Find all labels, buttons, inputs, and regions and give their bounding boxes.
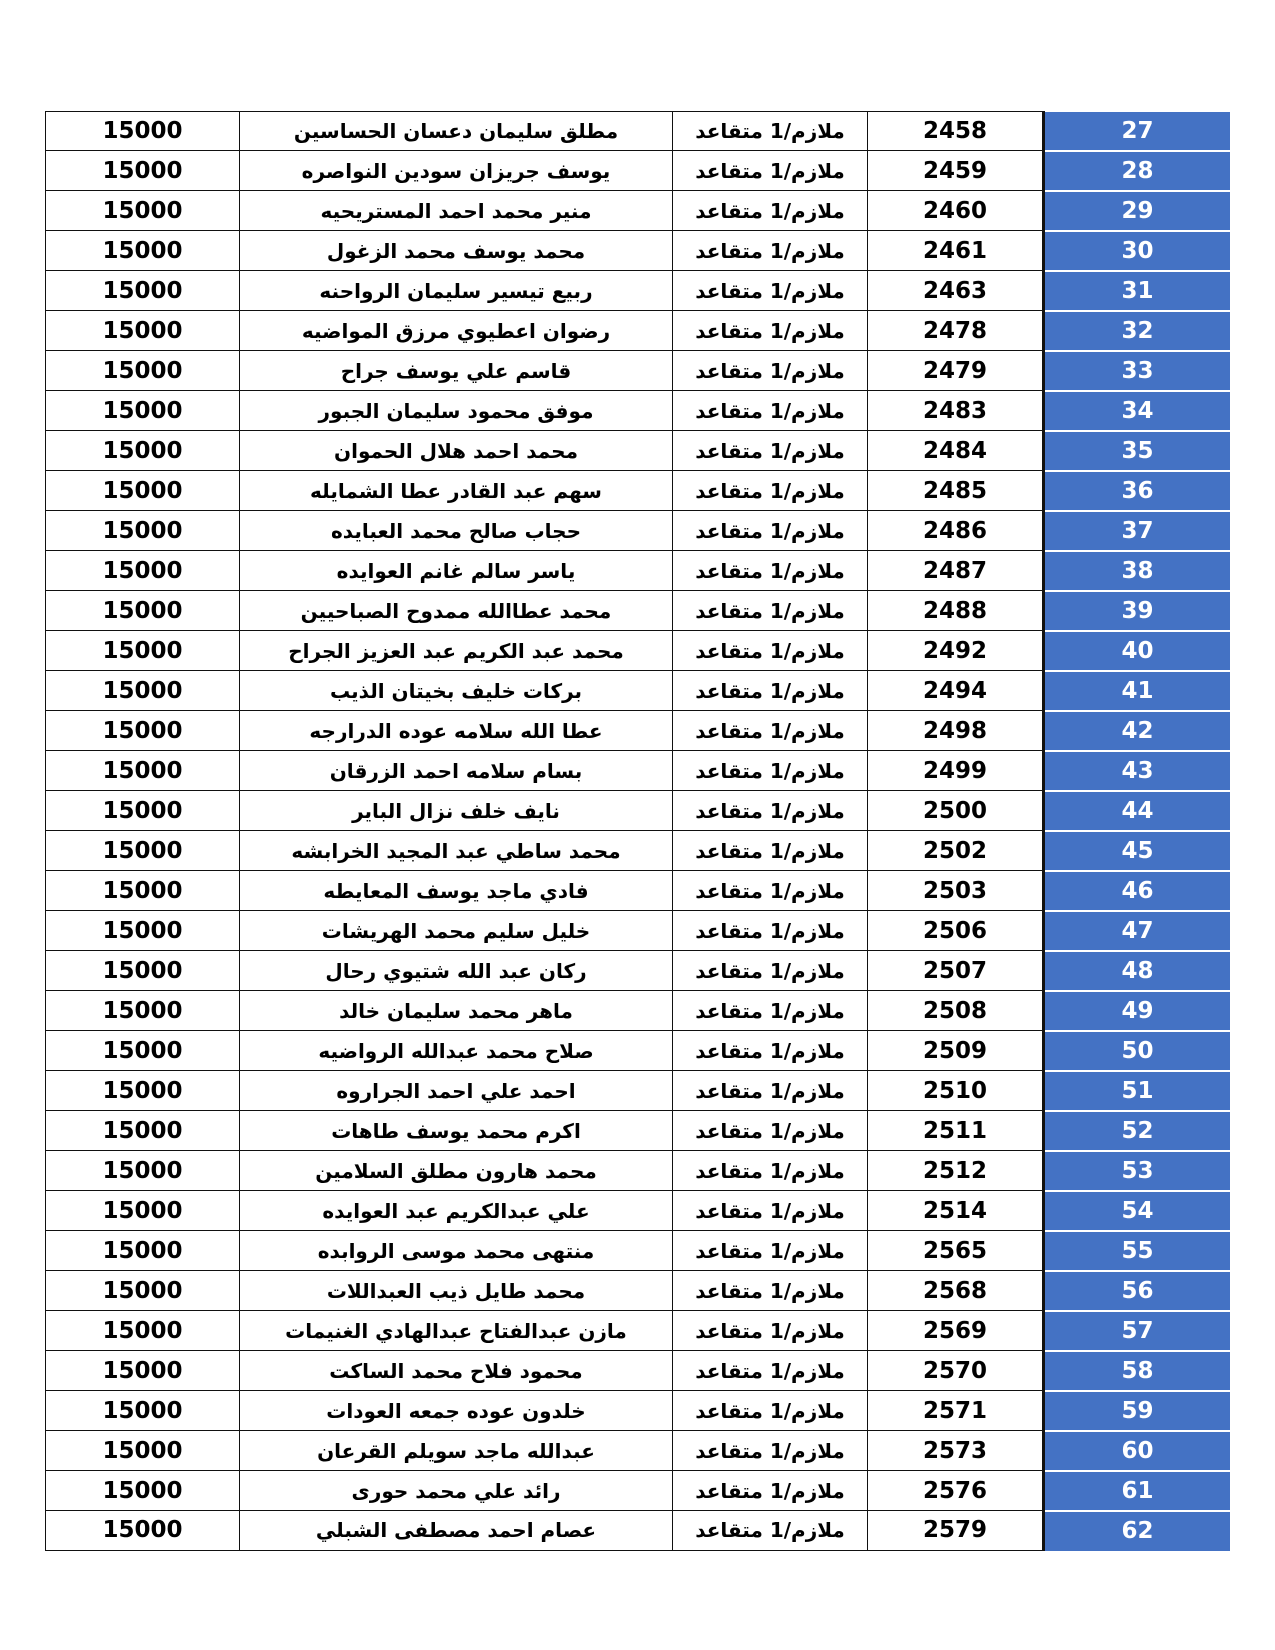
rank-cell: ملازم/1 متقاعد xyxy=(673,1071,868,1111)
amount-cell: 15000 xyxy=(46,1231,240,1271)
rank-cell: ملازم/1 متقاعد xyxy=(673,751,868,791)
name-cell: اكرم محمد يوسف طاهات xyxy=(240,1111,673,1151)
id-cell: 2514 xyxy=(868,1191,1044,1231)
table-row xyxy=(46,671,1231,711)
amount-cell: 15000 xyxy=(46,191,240,231)
amount-cell: 15000 xyxy=(46,1391,240,1431)
seq-cell: 44 xyxy=(1044,791,1231,831)
amount-cell: 15000 xyxy=(46,351,240,391)
table-row xyxy=(46,631,1231,671)
id-cell: 2565 xyxy=(868,1231,1044,1271)
id-cell: 2463 xyxy=(868,271,1044,311)
id-cell: 2576 xyxy=(868,1471,1044,1511)
table-row xyxy=(46,711,1231,751)
rank-cell: ملازم/1 متقاعد xyxy=(673,391,868,431)
name-cell: بسام سلامه احمد الزرقان xyxy=(240,751,673,791)
amount-cell: 15000 xyxy=(46,1151,240,1191)
id-cell: 2568 xyxy=(868,1271,1044,1311)
amount-cell: 15000 xyxy=(46,1351,240,1391)
rank-cell: ملازم/1 متقاعد xyxy=(673,1471,868,1511)
id-cell: 2503 xyxy=(868,871,1044,911)
rank-cell: ملازم/1 متقاعد xyxy=(673,1351,868,1391)
rank-cell: ملازم/1 متقاعد xyxy=(673,671,868,711)
rank-cell: ملازم/1 متقاعد xyxy=(673,191,868,231)
amount-cell: 15000 xyxy=(46,591,240,631)
table-row xyxy=(46,591,1231,631)
id-cell: 2483 xyxy=(868,391,1044,431)
table-row xyxy=(46,1391,1231,1431)
id-cell: 2486 xyxy=(868,511,1044,551)
id-cell: 2509 xyxy=(868,1031,1044,1071)
name-cell: موفق محمود سليمان الجبور xyxy=(240,391,673,431)
table-row xyxy=(46,871,1231,911)
seq-cell: 57 xyxy=(1044,1311,1231,1351)
seq-cell: 58 xyxy=(1044,1351,1231,1391)
name-cell: خلدون عوده جمعه العودات xyxy=(240,1391,673,1431)
rank-cell: ملازم/1 متقاعد xyxy=(673,1391,868,1431)
id-cell: 2461 xyxy=(868,231,1044,271)
amount-cell: 15000 xyxy=(46,951,240,991)
seq-cell: 36 xyxy=(1044,471,1231,511)
name-cell: قاسم علي يوسف جراح xyxy=(240,351,673,391)
amount-cell: 15000 xyxy=(46,631,240,671)
table-row xyxy=(46,151,1231,191)
rank-cell: ملازم/1 متقاعد xyxy=(673,871,868,911)
seq-cell: 34 xyxy=(1044,391,1231,431)
name-cell: عطا الله سلامه عوده الدرارجه xyxy=(240,711,673,751)
rank-cell: ملازم/1 متقاعد xyxy=(673,151,868,191)
table-row xyxy=(46,231,1231,271)
seq-cell: 47 xyxy=(1044,911,1231,951)
seq-cell: 33 xyxy=(1044,351,1231,391)
seq-cell: 49 xyxy=(1044,991,1231,1031)
amount-cell: 15000 xyxy=(46,471,240,511)
table-row xyxy=(46,911,1231,951)
amount-cell: 15000 xyxy=(46,1271,240,1311)
seq-cell: 40 xyxy=(1044,631,1231,671)
id-cell: 2478 xyxy=(868,311,1044,351)
roster-body xyxy=(46,112,1231,1551)
name-cell: يوسف جريزان سودين النواصره xyxy=(240,151,673,191)
name-cell: سهم عبد القادر عطا الشمايله xyxy=(240,471,673,511)
id-cell: 2508 xyxy=(868,991,1044,1031)
amount-cell: 15000 xyxy=(46,1471,240,1511)
rank-cell: ملازم/1 متقاعد xyxy=(673,631,868,671)
id-cell: 2512 xyxy=(868,1151,1044,1191)
amount-cell: 15000 xyxy=(46,1431,240,1471)
rank-cell: ملازم/1 متقاعد xyxy=(673,511,868,551)
rank-cell: ملازم/1 متقاعد xyxy=(673,471,868,511)
rank-cell: ملازم/1 متقاعد xyxy=(673,791,868,831)
table-row xyxy=(46,431,1231,471)
seq-cell: 52 xyxy=(1044,1111,1231,1151)
seq-cell: 45 xyxy=(1044,831,1231,871)
name-cell: منير محمد احمد المستريحيه xyxy=(240,191,673,231)
table-row xyxy=(46,351,1231,391)
name-cell: ربيع تيسير سليمان الرواحنه xyxy=(240,271,673,311)
table-row xyxy=(46,1071,1231,1111)
rank-cell: ملازم/1 متقاعد xyxy=(673,311,868,351)
rank-cell: ملازم/1 متقاعد xyxy=(673,831,868,871)
amount-cell: 15000 xyxy=(46,671,240,711)
seq-cell: 61 xyxy=(1044,1471,1231,1511)
seq-cell: 60 xyxy=(1044,1431,1231,1471)
amount-cell: 15000 xyxy=(46,831,240,871)
table-row xyxy=(46,791,1231,831)
name-cell: عصام احمد مصطفى الشبلي xyxy=(240,1511,673,1551)
name-cell: عبدالله ماجد سويلم القرعان xyxy=(240,1431,673,1471)
table-row xyxy=(46,751,1231,791)
name-cell: محمد ساطي عبد المجيد الخرابشه xyxy=(240,831,673,871)
table-row xyxy=(46,951,1231,991)
seq-cell: 50 xyxy=(1044,1031,1231,1071)
id-cell: 2459 xyxy=(868,151,1044,191)
name-cell: بركات خليف بخيتان الذيب xyxy=(240,671,673,711)
rank-cell: ملازم/1 متقاعد xyxy=(673,112,868,151)
rank-cell: ملازم/1 متقاعد xyxy=(673,1431,868,1471)
id-cell: 2570 xyxy=(868,1351,1044,1391)
name-cell: محمد يوسف محمد الزغول xyxy=(240,231,673,271)
id-cell: 2510 xyxy=(868,1071,1044,1111)
table-row xyxy=(46,1191,1231,1231)
rank-cell: ملازم/1 متقاعد xyxy=(673,911,868,951)
name-cell: ركان عبد الله شتيوي رحال xyxy=(240,951,673,991)
table-row xyxy=(46,1151,1231,1191)
seq-cell: 62 xyxy=(1044,1511,1231,1551)
name-cell: منتهى محمد موسى الروابده xyxy=(240,1231,673,1271)
rank-cell: ملازم/1 متقاعد xyxy=(673,991,868,1031)
table-row xyxy=(46,1271,1231,1311)
rank-cell: ملازم/1 متقاعد xyxy=(673,711,868,751)
rank-cell: ملازم/1 متقاعد xyxy=(673,551,868,591)
seq-cell: 48 xyxy=(1044,951,1231,991)
name-cell: محمد عبد الكريم عبد العزيز الجراح xyxy=(240,631,673,671)
table-row xyxy=(46,391,1231,431)
seq-cell: 27 xyxy=(1044,112,1231,151)
id-cell: 2460 xyxy=(868,191,1044,231)
roster-table xyxy=(45,111,1230,1551)
amount-cell: 15000 xyxy=(46,1511,240,1551)
rank-cell: ملازم/1 متقاعد xyxy=(673,1311,868,1351)
id-cell: 2506 xyxy=(868,911,1044,951)
table-row xyxy=(46,1231,1231,1271)
amount-cell: 15000 xyxy=(46,551,240,591)
id-cell: 2502 xyxy=(868,831,1044,871)
rank-cell: ملازم/1 متقاعد xyxy=(673,1191,868,1231)
table-row xyxy=(46,1431,1231,1471)
seq-cell: 56 xyxy=(1044,1271,1231,1311)
amount-cell: 15000 xyxy=(46,1311,240,1351)
table-row xyxy=(46,1511,1231,1551)
seq-cell: 55 xyxy=(1044,1231,1231,1271)
name-cell: نايف خلف نزال الباير xyxy=(240,791,673,831)
rank-cell: ملازم/1 متقاعد xyxy=(673,1271,868,1311)
name-cell: حجاب صالح محمد العبايده xyxy=(240,511,673,551)
id-cell: 2498 xyxy=(868,711,1044,751)
table-row xyxy=(46,271,1231,311)
roster-sheet xyxy=(45,111,1228,1551)
amount-cell: 15000 xyxy=(46,391,240,431)
id-cell: 2511 xyxy=(868,1111,1044,1151)
table-row xyxy=(46,471,1231,511)
table-row xyxy=(46,991,1231,1031)
seq-cell: 35 xyxy=(1044,431,1231,471)
name-cell: رضوان اعطيوي مرزق المواضيه xyxy=(240,311,673,351)
name-cell: فادي ماجد يوسف المعايطه xyxy=(240,871,673,911)
id-cell: 2458 xyxy=(868,112,1044,151)
id-cell: 2487 xyxy=(868,551,1044,591)
amount-cell: 15000 xyxy=(46,871,240,911)
seq-cell: 53 xyxy=(1044,1151,1231,1191)
name-cell: محمد احمد هلال الحموان xyxy=(240,431,673,471)
id-cell: 2579 xyxy=(868,1511,1044,1551)
table-row xyxy=(46,511,1231,551)
amount-cell: 15000 xyxy=(46,151,240,191)
amount-cell: 15000 xyxy=(46,511,240,551)
rank-cell: ملازم/1 متقاعد xyxy=(673,1511,868,1551)
name-cell: محمود فلاح محمد الساكت xyxy=(240,1351,673,1391)
amount-cell: 15000 xyxy=(46,231,240,271)
id-cell: 2499 xyxy=(868,751,1044,791)
id-cell: 2488 xyxy=(868,591,1044,631)
amount-cell: 15000 xyxy=(46,1071,240,1111)
name-cell: خليل سليم محمد الهريشات xyxy=(240,911,673,951)
table-row xyxy=(46,1031,1231,1071)
name-cell: علي عبدالكريم عبد العوايده xyxy=(240,1191,673,1231)
seq-cell: 42 xyxy=(1044,711,1231,751)
amount-cell: 15000 xyxy=(46,791,240,831)
table-row xyxy=(46,311,1231,351)
amount-cell: 15000 xyxy=(46,711,240,751)
name-cell: رائد علي محمد حورى xyxy=(240,1471,673,1511)
table-row xyxy=(46,112,1231,151)
name-cell: محمد عطاالله ممدوح الصباحيين xyxy=(240,591,673,631)
table-row xyxy=(46,1111,1231,1151)
amount-cell: 15000 xyxy=(46,271,240,311)
id-cell: 2479 xyxy=(868,351,1044,391)
seq-cell: 43 xyxy=(1044,751,1231,791)
seq-cell: 39 xyxy=(1044,591,1231,631)
name-cell: محمد هارون مطلق السلامين xyxy=(240,1151,673,1191)
name-cell: ماهر محمد سليمان خالد xyxy=(240,991,673,1031)
id-cell: 2500 xyxy=(868,791,1044,831)
name-cell: مازن عبدالفتاح عبدالهادي الغنيمات xyxy=(240,1311,673,1351)
seq-cell: 51 xyxy=(1044,1071,1231,1111)
table-row xyxy=(46,551,1231,591)
seq-cell: 29 xyxy=(1044,191,1231,231)
id-cell: 2573 xyxy=(868,1431,1044,1471)
amount-cell: 15000 xyxy=(46,431,240,471)
amount-cell: 15000 xyxy=(46,1191,240,1231)
seq-cell: 32 xyxy=(1044,311,1231,351)
seq-cell: 46 xyxy=(1044,871,1231,911)
amount-cell: 15000 xyxy=(46,112,240,151)
rank-cell: ملازم/1 متقاعد xyxy=(673,1151,868,1191)
rank-cell: ملازم/1 متقاعد xyxy=(673,591,868,631)
seq-cell: 37 xyxy=(1044,511,1231,551)
table-row xyxy=(46,1311,1231,1351)
table-row xyxy=(46,831,1231,871)
rank-cell: ملازم/1 متقاعد xyxy=(673,231,868,271)
seq-cell: 59 xyxy=(1044,1391,1231,1431)
name-cell: مطلق سليمان دعسان الحساسين xyxy=(240,112,673,151)
amount-cell: 15000 xyxy=(46,991,240,1031)
seq-cell: 38 xyxy=(1044,551,1231,591)
seq-cell: 41 xyxy=(1044,671,1231,711)
rank-cell: ملازم/1 متقاعد xyxy=(673,1111,868,1151)
id-cell: 2507 xyxy=(868,951,1044,991)
id-cell: 2484 xyxy=(868,431,1044,471)
rank-cell: ملازم/1 متقاعد xyxy=(673,1031,868,1071)
id-cell: 2492 xyxy=(868,631,1044,671)
seq-cell: 30 xyxy=(1044,231,1231,271)
seq-cell: 31 xyxy=(1044,271,1231,311)
rank-cell: ملازم/1 متقاعد xyxy=(673,351,868,391)
name-cell: محمد طايل ذيب العبداللات xyxy=(240,1271,673,1311)
id-cell: 2571 xyxy=(868,1391,1044,1431)
seq-cell: 28 xyxy=(1044,151,1231,191)
amount-cell: 15000 xyxy=(46,1111,240,1151)
name-cell: احمد علي احمد الجراروه xyxy=(240,1071,673,1111)
amount-cell: 15000 xyxy=(46,1031,240,1071)
name-cell: ياسر سالم غانم العوايده xyxy=(240,551,673,591)
rank-cell: ملازم/1 متقاعد xyxy=(673,271,868,311)
amount-cell: 15000 xyxy=(46,751,240,791)
amount-cell: 15000 xyxy=(46,311,240,351)
table-row xyxy=(46,191,1231,231)
rank-cell: ملازم/1 متقاعد xyxy=(673,951,868,991)
id-cell: 2485 xyxy=(868,471,1044,511)
amount-cell: 15000 xyxy=(46,911,240,951)
id-cell: 2569 xyxy=(868,1311,1044,1351)
id-cell: 2494 xyxy=(868,671,1044,711)
rank-cell: ملازم/1 متقاعد xyxy=(673,1231,868,1271)
table-row xyxy=(46,1351,1231,1391)
table-row xyxy=(46,1471,1231,1511)
rank-cell: ملازم/1 متقاعد xyxy=(673,431,868,471)
seq-cell: 54 xyxy=(1044,1191,1231,1231)
name-cell: صلاح محمد عبدالله الرواضيه xyxy=(240,1031,673,1071)
